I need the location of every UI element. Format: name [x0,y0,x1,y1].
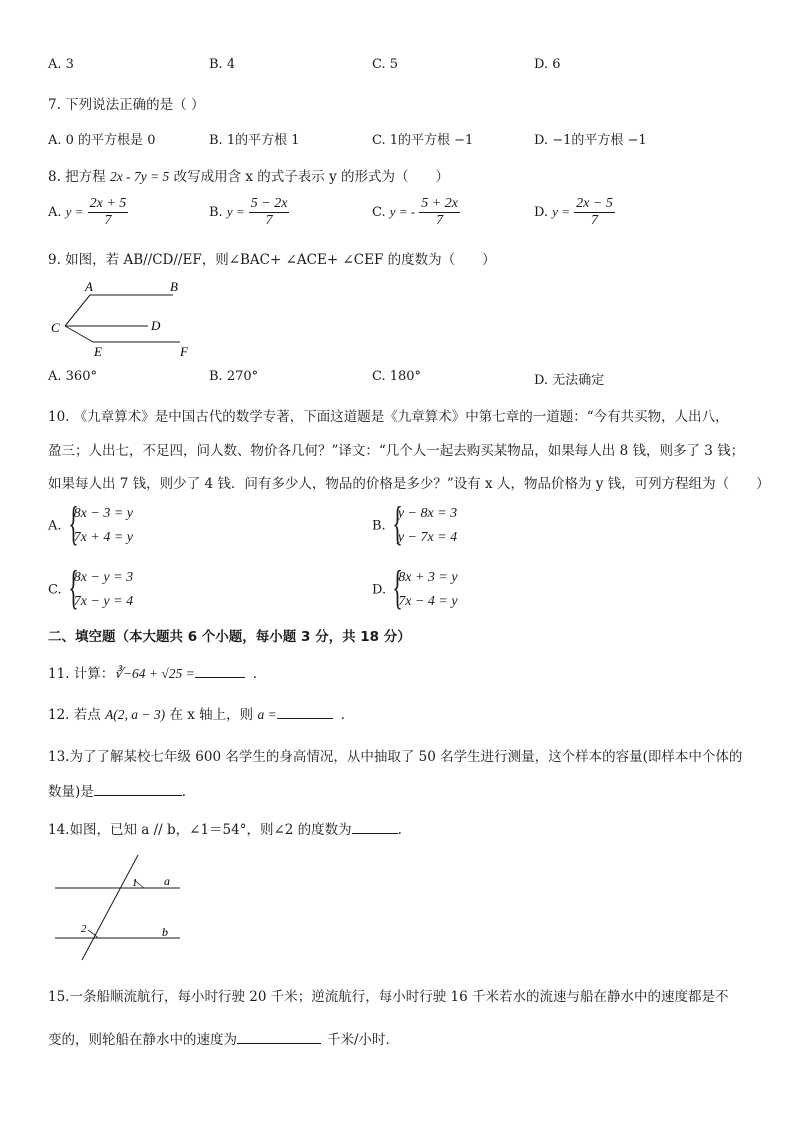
section-2-heading: 二、填空题（本大题共 6 个小题，每小题 3 分，共 18 分） [48,629,411,645]
q10-d-label: D. [372,582,387,598]
q7-option-b: B. 1的平方根 1 [209,133,300,148]
q6-option-c: C. 5 [372,57,399,72]
q10-option-b [372,497,458,550]
q8-d-denominator: 7 [591,213,598,229]
q8-d-lhs: y = [552,204,571,220]
q10-a-eq1: 8x − 3 = y [73,506,133,521]
q15-line-2-pre: 变的，则轮船在静水中的速度为 [48,1032,237,1048]
q10-d-eq1: 8x + 3 = y [398,570,458,585]
q9-parallel-lines-figure [48,278,198,360]
q8-c-lhs: y = - [389,204,416,220]
q14-angle-2-arc [88,930,98,938]
q11-post: ． [252,666,267,682]
q10-a-system [66,497,133,550]
q10-a-label: A. [48,518,62,534]
q10-b-system [390,497,458,550]
q10-c-eq2: 7x − y = 4 [73,594,134,609]
q8-b-fraction [249,196,290,229]
q9-segment-ac [65,295,90,326]
q14-stem-text: 14.如图，已知 a // b，∠1＝54°，则∠2 的度数为 [48,822,352,838]
q11-pre: 11. 计算： [48,666,115,682]
q14-transversal-line [82,855,138,960]
q8-d-label: D. [534,205,549,221]
q8-a-numerator: 2x + 5 [88,196,129,213]
q10-d-system [390,561,458,614]
q8-option-c [372,196,460,229]
q8-a-label: A. [48,205,62,221]
q10-b-brace: { [392,497,403,550]
q8-d-numerator: 2x − 5 [574,196,615,213]
q15-line-2-post: 千米/小时． [327,1032,400,1048]
q10-line-1: 10. 《九章算术》是中国古代的数学专著，下面这道题是《九章算术》中第七章的一道题：“今有共买物，人出八， [48,409,729,425]
q8-option-d [534,196,615,229]
q15-answer-blank[interactable] [237,1031,321,1044]
q12-point: A(2, a − 3) [105,707,166,722]
q8-stem-pre: 8. 把方程 [48,169,110,185]
q8-stem-post: 改写成用含 x 的式子表示 y 的形式为（ ） [169,169,450,185]
q8-b-denominator: 7 [265,213,273,229]
q8-stem [48,165,449,185]
q8-option-a [48,196,128,229]
q14-post: . [397,822,402,838]
q10-c-eq1: 8x − y = 3 [73,570,134,585]
q13-line-1: 13.为了了解某校七年级 600 名学生的身高情况，从中抽取了 50 名学生进行测量，这个样本的容量(即样本中个体的 [48,749,743,765]
q8-c-numerator: 5 + 2x [419,196,460,213]
q9-option-c: C. 180° [372,369,422,384]
q12-mid: 在 x 轴上，则 [165,707,258,723]
q13-answer-blank[interactable] [94,783,182,796]
q9-label-b: B [170,279,178,294]
q6-option-d: D. 6 [534,57,561,72]
q8-b-label: B. [209,205,223,221]
q13-post: . [181,784,187,800]
q9-stem: 9. 如图，若 AB//CD//EF，则∠BAC+ ∠ACE+ ∠CEF 的度数为（ ） [48,252,496,268]
q10-a-brace: { [68,497,79,550]
q8-c-label: C. [372,205,386,221]
q11 [48,662,266,682]
q10-c-label: C. [48,582,62,598]
q10-d-eq2: 7x − 4 = y [398,594,458,609]
q9-label-f: F [180,344,188,359]
q10-option-a [48,497,133,550]
q7-option-c: C. 1的平方根 −1 [372,133,474,148]
q7-option-a: A. 0 的平方根是 0 [48,133,156,148]
q14-transversal-figure [50,850,185,962]
q7-stem: 7. 下列说法正确的是（ ） [48,97,205,113]
q10-line-2: 盈三；人出七，不足四，问人数、物价各几何？”译文：“几个人一起去购买某物品，如果每人出 8 钱，则多了 3 钱； [48,443,745,459]
q8-option-b [209,196,289,229]
q12 [48,703,354,723]
q8-a-fraction [88,196,129,229]
q15-line-2 [48,1028,399,1048]
q10-option-c [48,561,134,614]
q11-expression: ∛−64 + √25 = [114,666,195,681]
q12-pre: 12. 若点 [48,707,106,723]
q8-equation: 2x - 7y = 5 [109,169,170,184]
q9-label-c: C [51,320,60,335]
q8-a-denominator: 7 [104,213,112,229]
q7-option-d: D. −1的平方根 −1 [534,133,647,148]
q9-segment-ce [65,326,93,342]
q14-label-2: 2 [81,923,87,935]
q10-option-d [372,561,458,614]
q10-d-brace: { [392,561,403,614]
q13-line-2-text: 数量)是 [48,784,94,800]
q6-option-a: A. 3 [48,57,74,72]
q12-variable: a = [257,707,277,722]
q9-label-e: E [94,344,102,359]
q14-label-1: 1 [132,877,138,889]
q8-b-lhs: y = [226,204,245,220]
q12-answer-blank[interactable] [277,706,333,719]
q14-label-a: a [164,874,170,888]
q8-c-fraction [419,196,460,229]
q9-option-b: B. 270° [209,369,259,384]
q11-answer-blank[interactable] [195,665,245,678]
q9-option-a: A. 360° [48,369,97,384]
q10-c-brace: { [68,561,79,614]
q15-line-1: 15.一条船顺流航行，每小时行驶 20 千米；逆流航行，每小时行驶 16 千米若水的流速与船在静水中的速度都是不 [48,989,729,1005]
q8-d-fraction [574,196,615,229]
q10-a-eq2: 7x + 4 = y [73,530,133,545]
q8-c-denominator: 7 [436,213,444,229]
q14-stem [48,818,402,838]
q10-line-3: 如果每人出 7 钱，则少了 4 钱．问有多少人，物品的价格是多少？”设有 x 人，物品价格为 y 钱，可列方程组为（ ） [48,476,770,492]
q9-option-d: D. 无法确定 [534,373,605,388]
q10-b-eq1: y − 8x = 3 [397,506,458,521]
q9-label-a: A [85,279,93,294]
q14-answer-blank[interactable] [352,821,398,834]
q10-b-eq2: y − 7x = 4 [397,530,458,545]
q8-a-lhs: y = [65,204,84,220]
q13-line-2 [48,780,186,800]
q9-label-d: D [151,318,161,333]
q6-option-b: B. 4 [209,57,236,72]
q10-b-label: B. [372,518,386,534]
q10-c-system [66,561,134,614]
q12-post: ． [340,707,355,723]
q8-b-numerator: 5 − 2x [249,196,290,213]
q14-label-b: b [162,925,168,939]
